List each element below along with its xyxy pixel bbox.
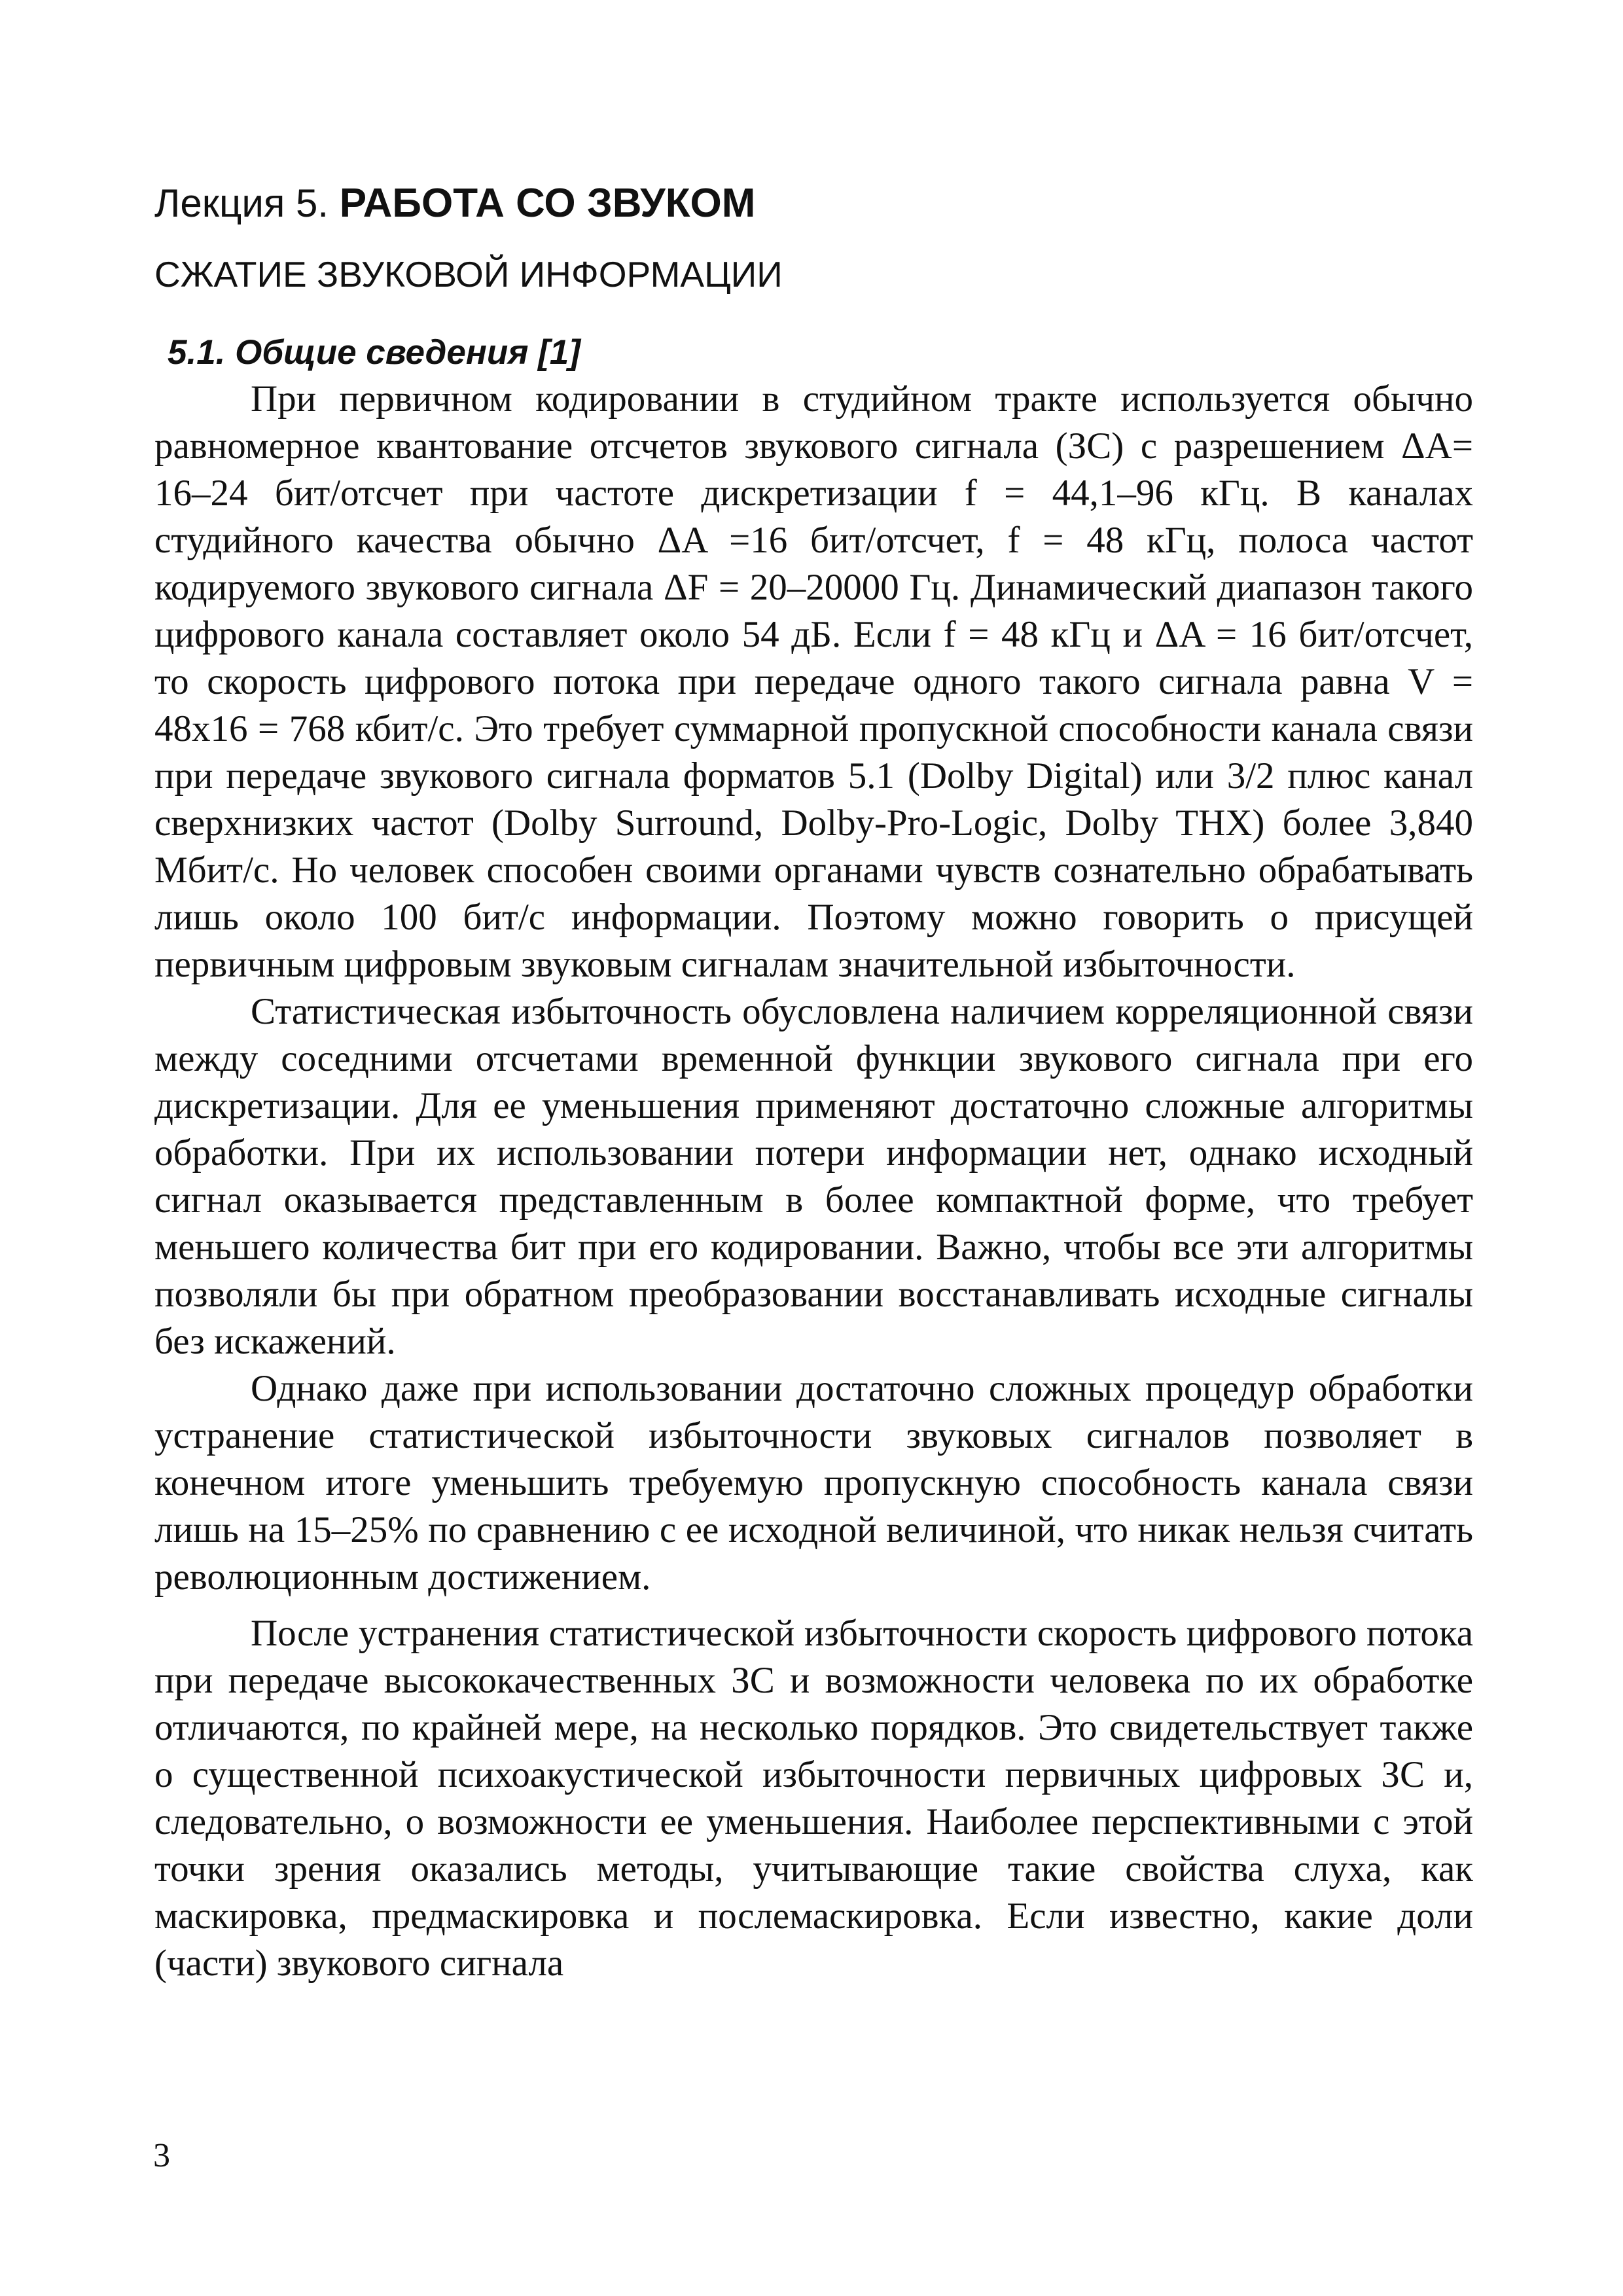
- paragraph: При первичном кодировании в студийном тракте используется обычно равномерное квантование отсчетов звукового сигнала (ЗС) с разрешением ΔA= 16–24 бит/отсчет при частоте дискретизации f = 44,1–96 кГц. В каналах студийного качества обычно ΔA =16 бит/отсчет, f = 48 кГц, полоса частот кодируемого звукового сигнала ΔF = 20–20000 Гц. Динамический диапазон такого цифрового канала составляет около 54 дБ. Если f = 48 кГц и ΔA = 16 бит/отсчет, то скорость цифрового потока при передаче одного такого сигнала равна V = 48x16 = 768 кбит/с. Это требует суммарной пропускной способности канала связи при передаче звукового сигнала форматов 5.1 (Dolby Digital) или 3/2 плюс канал сверхнизких частот (Dolby Surround, Dolby-Pro-Logic, Dolby THX) более 3,840 Мбит/с. Но человек способен своими органами чувств сознательно обрабатывать лишь около 100 бит/с информации. Поэтому можно говорить о присущей первичным цифровым звуковым сигналам значительной избыточности.: [154, 378, 1473, 985]
- section-title: 5.1. Общие сведения [1]: [168, 332, 580, 372]
- lecture-heading: [154, 180, 1473, 226]
- lecture-title: РАБОТА СО ЗВУКОМ: [339, 181, 756, 226]
- paragraph: После устранения статистической избыточности скорость цифрового потока при передаче высококачественных ЗС и возможности человека по их обработке отличаются, по крайней мере, на несколько порядков. Это свидетельствует также о существенной психоакустической избыточности первичных цифровых ЗС и, следовательно, о возможности ее уменьшения. Наиболее перспективными с этой точки зрения оказались методы, учитывающие такие свойства слуха, как маскировка, предмаскировка и послемаскировка. Если известно, какие доли (части) звукового сигнала: [154, 1612, 1473, 1984]
- chapter-subtitle: СЖАТИЕ ЗВУКОВОЙ ИНФОРМАЦИИ: [154, 254, 783, 295]
- body-text: [154, 376, 1473, 1987]
- document-page: [154, 180, 1473, 1987]
- page-number: 3: [153, 2137, 170, 2174]
- paragraph: Статистическая избыточность обусловлена наличием корреляционной связи между соседними отсчетами временной функции звукового сигнала при его дискретизации. Для ее уменьшения применяют достаточно сложные алгоритмы обработки. При их использовании потери информации нет, однако исходный сигнал оказывается представленным в более компактной форме, что требует меньшего количества бит при его кодировании. Важно, чтобы все эти алгоритмы позволяли бы при обратном преобразовании восстанавливать исходные сигналы без искажений.: [154, 990, 1473, 1362]
- paragraph: Однако даже при использовании достаточно сложных процедур обработки устранение статистической избыточности звуковых сигналов позволяет в конечном итоге уменьшить требуемую пропускную способность канала связи лишь на 15–25% по сравнению с ее исходной величиной, что никак нельзя считать революционным достижением.: [154, 1367, 1473, 1598]
- lecture-label: Лекция 5.: [154, 181, 329, 225]
